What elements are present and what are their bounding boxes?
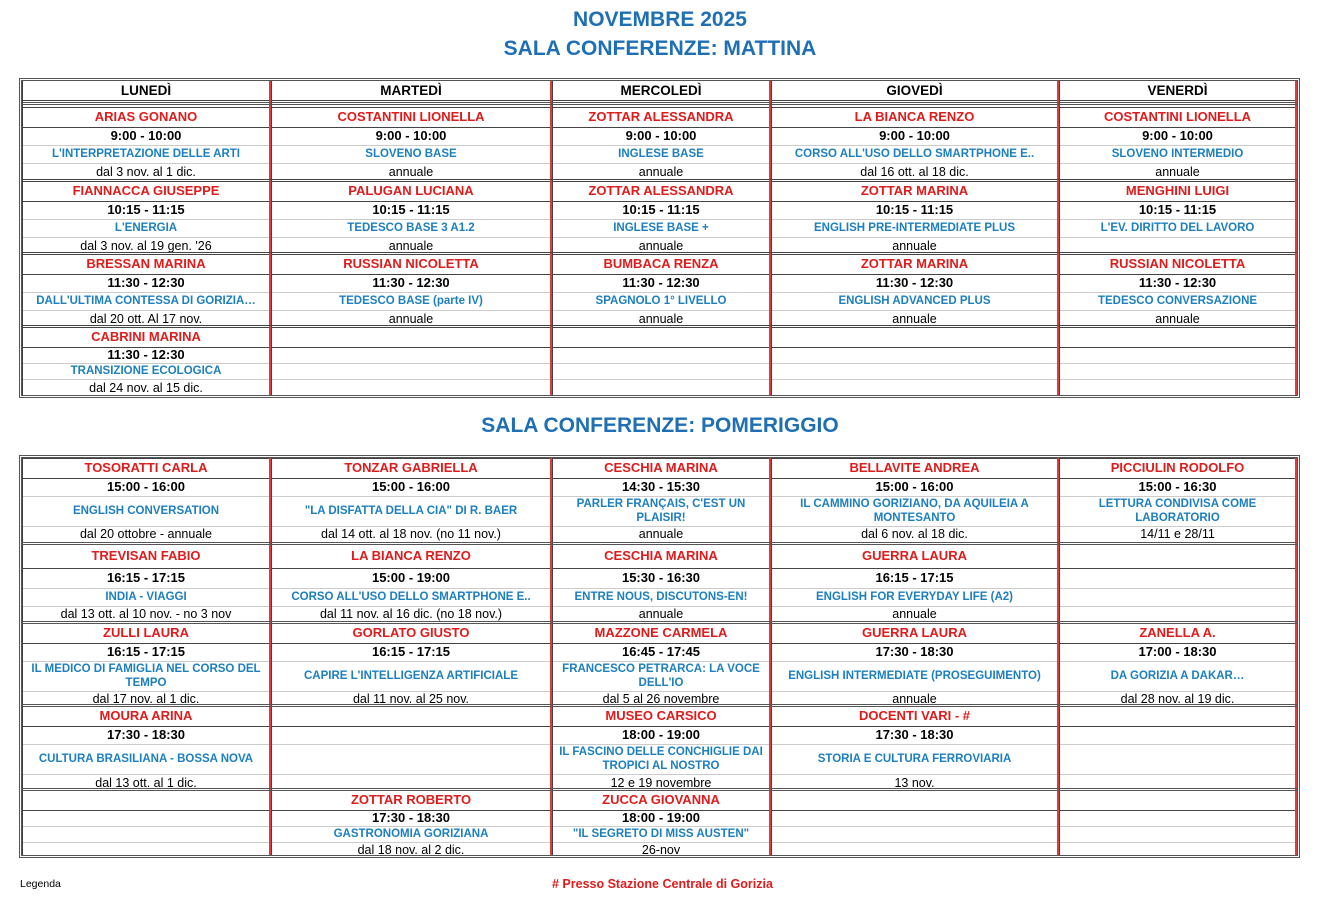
slot-course — [553, 363, 769, 379]
slot-course: TRANSIZIONE ECOLOGICA — [23, 363, 269, 379]
slot-time: 11:30 - 12:30 — [23, 274, 269, 292]
slot-course: SLOVENO BASE — [272, 145, 550, 163]
block-divider — [22, 788, 1297, 791]
slot-course: CULTURA BRASILIANA - BOSSA NOVA — [23, 744, 269, 774]
legend-label: Legenda — [20, 878, 61, 890]
slot-course: ENGLISH ADVANCED PLUS — [772, 292, 1057, 310]
day-header: GIOVEDÌ — [772, 81, 1057, 101]
slot-time: 15:00 - 16:30 — [1060, 478, 1295, 496]
slot-dates: 13 nov. — [772, 774, 1057, 792]
slot-dates: dal 16 ott. al 18 dic. — [772, 163, 1057, 181]
slot-dates: dal 3 nov. al 1 dic. — [23, 163, 269, 181]
slot-teacher: ZUCCA GIOVANNA — [553, 790, 769, 810]
slot-course: L'EV. DIRITTO DEL LAVORO — [1060, 219, 1295, 237]
slot-dates — [1060, 842, 1295, 858]
slot-teacher: LA BIANCA RENZO — [772, 107, 1057, 127]
afternoon-title: SALA CONFERENZE: POMERIGGIO — [481, 414, 839, 437]
slot-course: SLOVENO INTERMEDIO — [1060, 145, 1295, 163]
slot-time: 10:15 - 11:15 — [272, 201, 550, 219]
slot-teacher: LA BIANCA RENZO — [272, 544, 550, 568]
slot-course: CORSO ALL'USO DELLO SMARTPHONE E.. — [772, 145, 1057, 163]
slot-time: 14:30 - 15:30 — [553, 478, 769, 496]
slot-time: 16:15 - 17:15 — [23, 643, 269, 661]
slot-time: 17:30 - 18:30 — [23, 726, 269, 744]
slot-dates: 14/11 e 28/11 — [1060, 526, 1295, 542]
day-column-1 — [22, 81, 271, 395]
slot-course — [1060, 744, 1295, 774]
block-divider — [22, 325, 1297, 326]
slot-teacher: ARIAS GONANO — [23, 107, 269, 127]
slot-dates: dal 13 ott. al 1 dic. — [23, 774, 269, 792]
morning-schedule-table — [19, 78, 1300, 398]
slot-time: 11:30 - 12:30 — [1060, 274, 1295, 292]
slot-dates: 26-nov — [553, 842, 769, 858]
slot-teacher — [23, 790, 269, 810]
slot-dates: dal 24 nov. al 15 dic. — [23, 379, 269, 397]
slot-course — [772, 826, 1057, 842]
slot-dates — [23, 842, 269, 858]
slot-teacher: FIANNACCA GIUSEPPE — [23, 181, 269, 201]
slot-teacher: CESCHIA MARINA — [553, 544, 769, 568]
slot-course: IL CAMMINO GORIZIANO, DA AQUILEIA A MONTESANTO — [772, 496, 1057, 526]
footnote: # Presso Stazione Centrale di Gorizia — [552, 877, 773, 891]
day-header: VENERDÌ — [1060, 81, 1295, 101]
slot-dates: dal 11 nov. al 25 nov. — [272, 691, 550, 707]
slot-teacher: GUERRA LAURA — [772, 544, 1057, 568]
slot-course: PARLER FRANÇAIS, C'EST UN PLAISIR! — [553, 496, 769, 526]
block-divider — [22, 704, 1297, 707]
slot-teacher — [772, 327, 1057, 347]
slot-course: INGLESE BASE + — [553, 219, 769, 237]
slot-teacher — [1060, 790, 1295, 810]
slot-course: LETTURA CONDIVISA COME LABORATORIO — [1060, 496, 1295, 526]
slot-teacher: ZOTTAR ALESSANDRA — [553, 107, 769, 127]
block-divider — [22, 542, 1297, 545]
slot-course: "IL SEGRETO DI MISS AUSTEN" — [553, 826, 769, 842]
slot-dates — [1060, 379, 1295, 397]
slot-dates: annuale — [772, 310, 1057, 328]
slot-teacher: MUSEO CARSICO — [553, 706, 769, 726]
slot-teacher: COSTANTINI LIONELLA — [1060, 107, 1295, 127]
slot-time: 15:00 - 19:00 — [272, 568, 550, 588]
slot-time: 11:30 - 12:30 — [23, 347, 269, 363]
slot-time — [553, 347, 769, 363]
slot-dates: dal 17 nov. al 1 dic. — [23, 691, 269, 707]
slot-time: 9:00 - 10:00 — [553, 127, 769, 145]
slot-dates — [772, 842, 1057, 858]
slot-course — [772, 363, 1057, 379]
day-column-4 — [771, 81, 1059, 395]
slot-teacher: ZANELLA A. — [1060, 623, 1295, 643]
slot-course: TEDESCO BASE 3 A1.2 — [272, 219, 550, 237]
slot-time: 10:15 - 11:15 — [772, 201, 1057, 219]
slot-course — [1060, 588, 1295, 606]
slot-dates — [272, 379, 550, 397]
slot-dates: annuale — [272, 237, 550, 255]
day-header: MERCOLEDÌ — [553, 81, 769, 101]
slot-teacher — [772, 790, 1057, 810]
slot-time: 9:00 - 10:00 — [23, 127, 269, 145]
slot-dates: annuale — [553, 237, 769, 255]
slot-dates: annuale — [553, 606, 769, 622]
slot-teacher: TONZAR GABRIELLA — [272, 458, 550, 478]
slot-time: 15:00 - 16:00 — [23, 478, 269, 496]
day-column-2 — [271, 81, 552, 395]
day-header: MARTEDÌ — [272, 81, 550, 101]
slot-teacher: COSTANTINI LIONELLA — [272, 107, 550, 127]
slot-dates — [772, 379, 1057, 397]
slot-teacher: RUSSIAN NICOLETTA — [272, 254, 550, 274]
slot-course: ENGLISH INTERMEDIATE (PROSEGUIMENTO) — [772, 661, 1057, 691]
slot-time — [1060, 810, 1295, 826]
slot-teacher: GORLATO GIUSTO — [272, 623, 550, 643]
slot-course — [272, 744, 550, 774]
slot-time: 11:30 - 12:30 — [772, 274, 1057, 292]
slot-course: CORSO ALL'USO DELLO SMARTPHONE E.. — [272, 588, 550, 606]
slot-time: 17:30 - 18:30 — [772, 726, 1057, 744]
slot-course: DALL'ULTIMA CONTESSA DI GORIZIA… — [23, 292, 269, 310]
block-divider — [22, 621, 1297, 624]
day-column-1 — [22, 458, 271, 855]
slot-time: 16:15 - 17:15 — [772, 568, 1057, 588]
slot-teacher: ZOTTAR ROBERTO — [272, 790, 550, 810]
slot-teacher — [1060, 706, 1295, 726]
slot-teacher: PALUGAN LUCIANA — [272, 181, 550, 201]
slot-course: IL FASCINO DELLE CONCHIGLIE DAI TROPICI AL NOSTRO — [553, 744, 769, 774]
slot-course: TEDESCO CONVERSAZIONE — [1060, 292, 1295, 310]
slot-dates — [1060, 606, 1295, 622]
block-divider — [22, 252, 1297, 253]
slot-dates: annuale — [272, 163, 550, 181]
slot-course: DA GORIZIA A DAKAR… — [1060, 661, 1295, 691]
day-column-2 — [271, 458, 552, 858]
slot-teacher: BELLAVITE ANDREA — [772, 458, 1057, 478]
slot-course: IL MEDICO DI FAMIGLIA NEL CORSO DEL TEMPO — [23, 661, 269, 691]
month-title: NOVEMBRE 2025 — [573, 8, 747, 31]
slot-teacher: BUMBACA RENZA — [553, 254, 769, 274]
slot-teacher — [1060, 327, 1295, 347]
slot-time: 15:00 - 16:00 — [772, 478, 1057, 496]
slot-dates: annuale — [772, 237, 1057, 255]
slot-teacher: CABRINI MARINA — [23, 327, 269, 347]
slot-time: 11:30 - 12:30 — [272, 274, 550, 292]
slot-dates: dal 6 nov. al 18 dic. — [772, 526, 1057, 542]
slot-teacher: TOSORATTI CARLA — [23, 458, 269, 478]
slot-dates: annuale — [1060, 163, 1295, 181]
slot-teacher: BRESSAN MARINA — [23, 254, 269, 274]
slot-dates: dal 14 ott. al 18 nov. (no 11 nov.) — [272, 526, 550, 542]
slot-course: STORIA E CULTURA FERROVIARIA — [772, 744, 1057, 774]
slot-course: L'INTERPRETAZIONE DELLE ARTI — [23, 145, 269, 163]
slot-course: ENGLISH FOR EVERYDAY LIFE (A2) — [772, 588, 1057, 606]
slot-course: ENGLISH PRE-INTERMEDIATE PLUS — [772, 219, 1057, 237]
slot-dates: dal 20 ott. Al 17 nov. — [23, 310, 269, 328]
slot-time — [272, 726, 550, 744]
slot-time — [772, 810, 1057, 826]
slot-dates: annuale — [553, 163, 769, 181]
slot-course: INGLESE BASE — [553, 145, 769, 163]
day-column-3 — [552, 81, 771, 395]
slot-dates: annuale — [553, 310, 769, 328]
slot-course: L'ENERGIA — [23, 219, 269, 237]
slot-dates: dal 20 ottobre - annuale — [23, 526, 269, 542]
slot-time: 10:15 - 11:15 — [23, 201, 269, 219]
slot-time: 9:00 - 10:00 — [1060, 127, 1295, 145]
slot-dates: annuale — [1060, 310, 1295, 328]
slot-course: ENTRE NOUS, DISCUTONS-EN! — [553, 588, 769, 606]
slot-course: GASTRONOMIA GORIZIANA — [272, 826, 550, 842]
slot-time: 9:00 - 10:00 — [272, 127, 550, 145]
slot-teacher: ZULLI LAURA — [23, 623, 269, 643]
slot-time: 15:00 - 16:00 — [272, 478, 550, 496]
slot-dates: dal 3 nov. al 19 gen. '26 — [23, 237, 269, 255]
slot-time: 15:30 - 16:30 — [553, 568, 769, 588]
slot-time: 16:15 - 17:15 — [23, 568, 269, 588]
slot-course: FRANCESCO PETRARCA: LA VOCE DELL'IO — [553, 661, 769, 691]
slot-time: 9:00 - 10:00 — [772, 127, 1057, 145]
slot-course: CAPIRE L'INTELLIGENZA ARTIFICIALE — [272, 661, 550, 691]
slot-teacher: ZOTTAR MARINA — [772, 254, 1057, 274]
slot-teacher: PICCIULIN RODOLFO — [1060, 458, 1295, 478]
slot-time — [23, 810, 269, 826]
slot-course — [1060, 826, 1295, 842]
slot-teacher: MOURA ARINA — [23, 706, 269, 726]
slot-teacher: MENGHINI LUIGI — [1060, 181, 1295, 201]
slot-course: SPAGNOLO 1° LIVELLO — [553, 292, 769, 310]
slot-course — [272, 363, 550, 379]
slot-time: 10:15 - 11:15 — [553, 201, 769, 219]
slot-dates: 12 e 19 novembre — [553, 774, 769, 792]
day-column-4 — [771, 458, 1059, 855]
slot-time — [1060, 347, 1295, 363]
slot-teacher: ZOTTAR ALESSANDRA — [553, 181, 769, 201]
slot-time — [272, 347, 550, 363]
slot-teacher: GUERRA LAURA — [772, 623, 1057, 643]
slot-teacher — [272, 327, 550, 347]
slot-course: "LA DISFATTA DELLA CIA" DI R. BAER — [272, 496, 550, 526]
slot-dates: annuale — [553, 526, 769, 542]
slot-time: 17:00 - 18:30 — [1060, 643, 1295, 661]
slot-dates: dal 18 nov. al 2 dic. — [272, 842, 550, 858]
day-column-3 — [552, 458, 771, 858]
slot-teacher: TREVISAN FABIO — [23, 544, 269, 568]
slot-time: 17:30 - 18:30 — [272, 810, 550, 826]
slot-teacher — [553, 327, 769, 347]
slot-course — [23, 826, 269, 842]
slot-teacher: ZOTTAR MARINA — [772, 181, 1057, 201]
slot-dates: dal 5 al 26 novembre — [553, 691, 769, 707]
morning-title: SALA CONFERENZE: MATTINA — [503, 37, 817, 60]
slot-time: 16:15 - 17:15 — [272, 643, 550, 661]
afternoon-schedule-table — [19, 455, 1300, 858]
slot-time: 11:30 - 12:30 — [553, 274, 769, 292]
slot-course — [1060, 363, 1295, 379]
block-divider — [22, 179, 1297, 180]
slot-course: TEDESCO BASE (parte IV) — [272, 292, 550, 310]
slot-dates: annuale — [772, 606, 1057, 622]
slot-time — [772, 347, 1057, 363]
slot-teacher — [1060, 544, 1295, 568]
day-column-5 — [1059, 458, 1297, 855]
slot-dates: dal 28 nov. al 19 dic. — [1060, 691, 1295, 707]
slot-dates: dal 13 ott. al 10 nov. - no 3 nov — [23, 606, 269, 622]
slot-dates: annuale — [772, 691, 1057, 707]
slot-teacher: DOCENTI VARI - # — [772, 706, 1057, 726]
slot-time: 18:00 - 19:00 — [553, 726, 769, 744]
slot-time — [1060, 568, 1295, 588]
slot-dates — [553, 379, 769, 397]
slot-time: 10:15 - 11:15 — [1060, 201, 1295, 219]
slot-course: ENGLISH CONVERSATION — [23, 496, 269, 526]
slot-teacher: MAZZONE CARMELA — [553, 623, 769, 643]
day-column-5 — [1059, 81, 1297, 395]
slot-teacher: CESCHIA MARINA — [553, 458, 769, 478]
day-header: LUNEDÌ — [23, 81, 269, 101]
slot-time: 18:00 - 19:00 — [553, 810, 769, 826]
slot-time: 17:30 - 18:30 — [772, 643, 1057, 661]
slot-teacher: RUSSIAN NICOLETTA — [1060, 254, 1295, 274]
slot-dates: annuale — [272, 310, 550, 328]
slot-course: INDIA - VIAGGI — [23, 588, 269, 606]
slot-time: 16:45 - 17:45 — [553, 643, 769, 661]
slot-time — [1060, 726, 1295, 744]
slot-teacher — [272, 706, 550, 726]
slot-dates: dal 11 nov. al 16 dic. (no 18 nov.) — [272, 606, 550, 622]
header-divider — [22, 102, 1297, 105]
